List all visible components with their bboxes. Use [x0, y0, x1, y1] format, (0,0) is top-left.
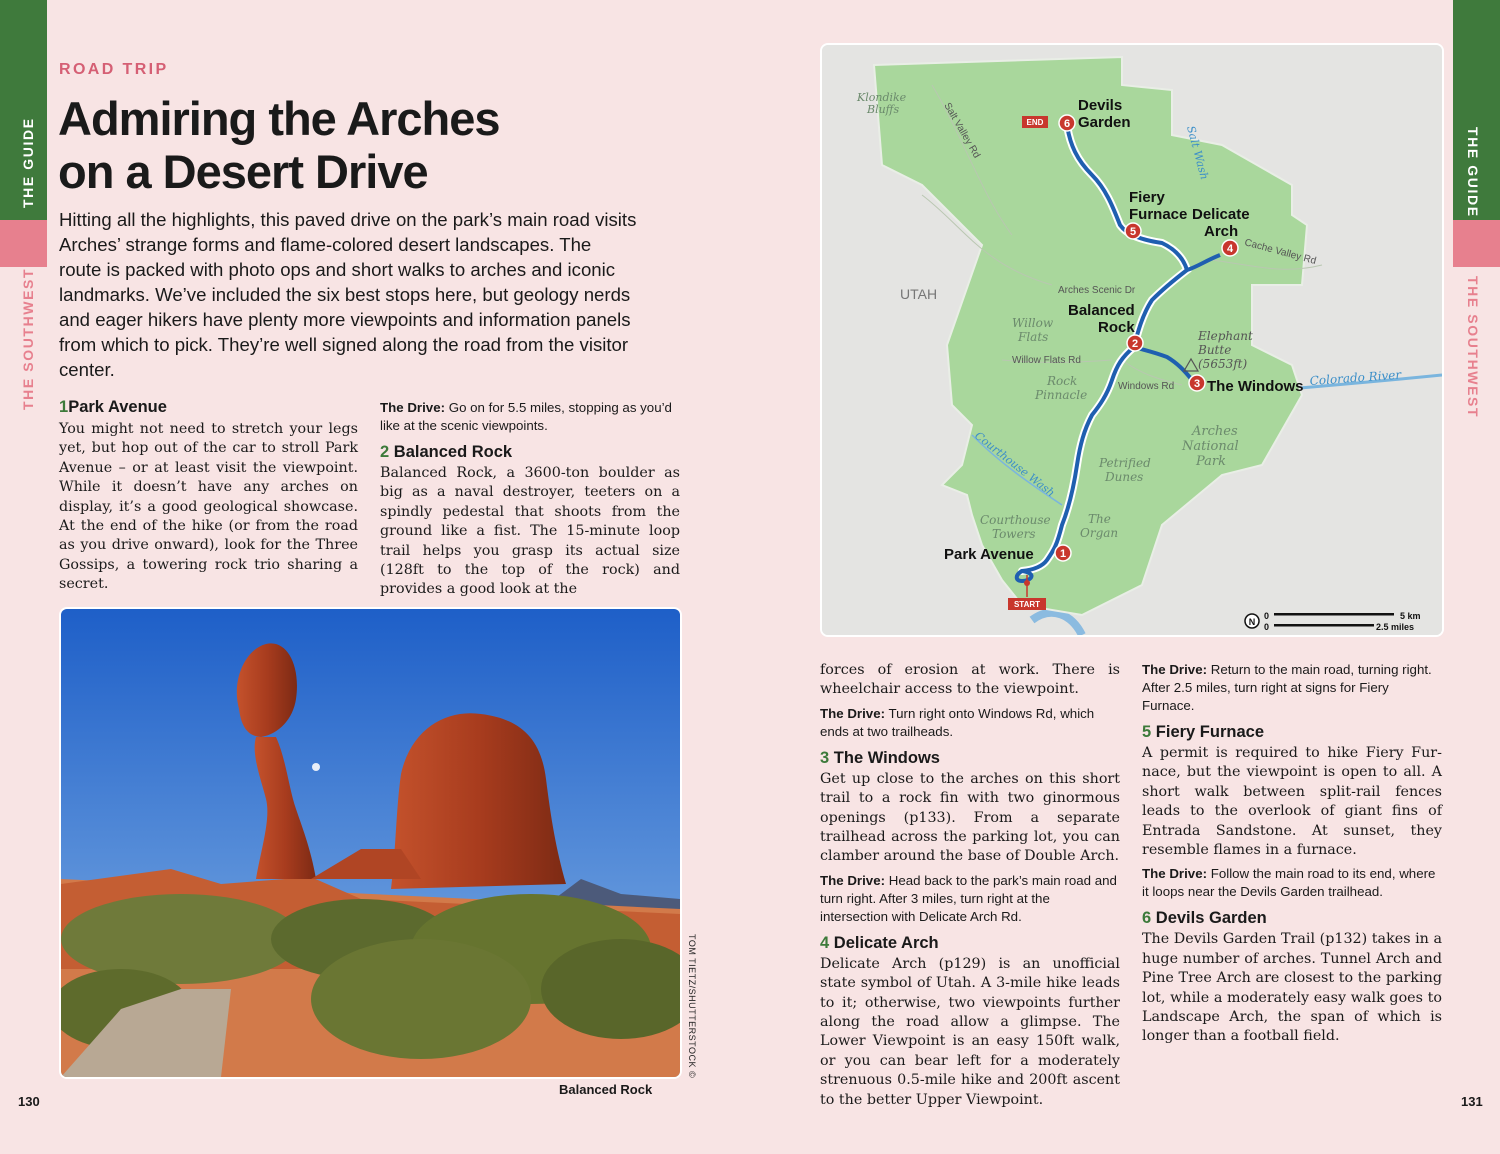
map-marker-4-label: 4 [1226, 243, 1234, 255]
column-4 [1142, 661, 1442, 1047]
map-marker-3-label: 3 [1193, 378, 1201, 390]
photo-credit: TOM TIETZ/SHUTTERSTOCK © [687, 934, 697, 1079]
map-marker-2 [1127, 335, 1143, 351]
intro-line: Arches’ strange forms and flame-colored desert landscapes. The [59, 234, 592, 255]
sidebar-left-guide-label: THE GUIDE [20, 117, 36, 208]
map-label-elephant-1: Elephant [1198, 329, 1253, 343]
column-2 [380, 399, 680, 600]
map-marker-3 [1189, 375, 1205, 391]
stop-6-name: Devils Garden [1155, 909, 1267, 928]
map-label-fiery-2: Furnace [1129, 206, 1188, 223]
scale-mi-label: 2.5 miles [1376, 622, 1415, 632]
page-title [58, 92, 758, 198]
scale-km-label: 5 km [1400, 611, 1421, 621]
map-label-rock-1: Rock [1047, 374, 1078, 388]
map-label-park-2: National [1182, 439, 1239, 454]
map-label-park-1: Arches [1192, 424, 1238, 439]
intro-line: route is packed with photo ops and short walks to arches and iconic [59, 259, 616, 280]
drive-4-label: The Drive: [1142, 662, 1208, 677]
stop-3-heading [820, 748, 1120, 769]
map-label-devils-2: Garden [1078, 114, 1131, 131]
route-map-svg [822, 45, 1442, 635]
intro-line: Hitting all the highlights, this paved drive on the park’s main road visits [59, 209, 637, 230]
drive-4-text: Return to the main road, turning right. After 2.5 miles, turn right at signs for Fiery Furnace. [1142, 662, 1432, 713]
stop-1-number: 1 [59, 398, 69, 416]
map-label-organ-1: The [1088, 512, 1111, 526]
map-label-delicate-1: Delicate [1192, 206, 1250, 223]
sidebar-right-pink [1453, 220, 1500, 267]
sidebar-left-region-label: THE SOUTHWEST [20, 267, 36, 410]
stop-4-number: 4 [820, 933, 830, 952]
map-label-windows: The Windows [1207, 378, 1304, 395]
map-label-willow-1: Willow [1012, 316, 1054, 330]
sidebar-right-region-label: THE SOUTHWEST [1465, 276, 1481, 419]
map-label-willow-2: Flats [1018, 330, 1049, 344]
stop-1-heading [59, 397, 358, 418]
stop-1-name: Park Avenue [68, 398, 167, 416]
map-label-organ-2: Organ [1080, 526, 1119, 540]
map-label-elephant-2: Butte [1198, 343, 1232, 357]
drive-1-label: The Drive: [380, 400, 446, 415]
drive-3-text: Head back to the park’s main road and turn right. After 3 miles, turn right at the intersection with Delicate Arch Rd. [820, 872, 1117, 924]
stop-6-number: 6 [1142, 909, 1152, 928]
stop-1-body: You might not need to stretch your legs yet, but hop out of the car to stroll Park Avenue – or at least visit the viewpoint. While it doesn’t have any arches on display, it’s a good geological showcase. At the end of the hike (or from the road as you drive onward), look for the Three Gossips, a towering rock trio sharing a secret. [59, 421, 358, 593]
scale-zero-km: 0 [1264, 611, 1270, 621]
map-label-devils-1: Devils [1078, 97, 1123, 114]
map-label-courthouse-wash: Courthouse Wash [972, 429, 1058, 500]
route-map [820, 43, 1444, 637]
stop-3-body: Get up close to the arches on this short trail to a rock fin with two ginormous openings (p133). From a separate trailhead across the parking lot, you can clamber around the base of Double Arch. [820, 770, 1120, 865]
map-label-klondike-2: Bluffs [867, 103, 900, 116]
stop-4-name: Delicate Arch [833, 933, 939, 952]
drive-1 [380, 399, 680, 435]
map-label-cache-valley: Cache Valley Rd [1243, 237, 1318, 267]
drive-2 [820, 705, 1120, 741]
map-label-towers-2: Towers [992, 527, 1036, 541]
scale-zero-mi: 0 [1264, 622, 1270, 632]
map-label-windows-rd: Windows Rd [1118, 381, 1175, 392]
stop-2-body: Balanced Rock, a 3600-ton boulder as big as a naval destroyer, teeters on a spindly pedestal that shoots from the ground like a fist. The 15-minute loop trail helps you grasp its actual size (128ft to the top of the rock) and provides a good look at the [380, 465, 680, 598]
map-label-park-3: Park [1196, 454, 1227, 469]
map-marker-2-label: 2 [1131, 338, 1139, 350]
map-marker-5 [1125, 223, 1141, 239]
map-marker-5-label: 5 [1129, 226, 1137, 238]
stop-3-name: The Windows [833, 748, 940, 767]
stop-6-body: The Devils Garden Trail (p132) takes in a huge number of arches. Tunnel Arch and Pine Tree Arch are closest to the parking lot, while a moderately easy walk goes to Landscape Arch, the span of which is longer than a football field. [1142, 931, 1442, 1045]
map-label-delicate-2: Arch [1204, 223, 1239, 240]
drive-1-text: Go on for 5.5 miles, stopping as you’d like at the scenic viewpoints. [380, 400, 672, 433]
stop-1-section [59, 397, 358, 595]
stop-2-heading [380, 442, 680, 463]
stop-5-heading [1142, 722, 1442, 743]
map-label-willow-rd: Willow Flats Rd [1012, 355, 1081, 366]
map-label-utah: UTAH [900, 286, 938, 302]
map-label-scenic-dr: Arches Scenic Dr [1058, 285, 1136, 296]
drive-4 [1142, 661, 1442, 715]
stop-2-body-continued: forces of erosion at work. There is wheelchair access to the viewpoint. [820, 662, 1120, 698]
map-marker-6 [1059, 115, 1075, 131]
intro-line: and eager hikers have plenty more viewpoints and information panels [59, 309, 631, 330]
stop-5-body: A permit is required to hike Fiery Furnace, but the viewpoint is open to all. A short walk between split-rail fences leads to the overlook of giant fins of Entrada Sandstone. At sunset, they resemble flames in a furnace. [1142, 745, 1442, 859]
map-label-colorado: Colorado River [1309, 367, 1402, 388]
drive-5 [1142, 865, 1442, 901]
map-label-balanced-1: Balanced [1068, 302, 1135, 319]
map-marker-4 [1222, 240, 1238, 256]
drive-2-text: Turn right onto Windows Rd, which ends at two trailheads. [820, 705, 1095, 739]
photo-caption: Balanced Rock [559, 1082, 653, 1097]
map-label-klondike-1: Klondike [857, 91, 907, 104]
drive-2-label: The Drive: [820, 705, 886, 721]
page-title-line-2: on a Desert Drive [58, 145, 428, 198]
stop-4-heading [820, 933, 1120, 954]
balanced-rock-photo [59, 607, 682, 1079]
drive-3 [820, 872, 1120, 926]
map-label-elephant-3: (5653ft) [1198, 357, 1248, 371]
page-title-line-1: Admiring the Arches [58, 92, 500, 145]
map-label-park-avenue: Park Avenue [944, 546, 1034, 563]
map-label-salt-wash: Salt Wash [1184, 124, 1211, 182]
stop-4-body: Delicate Arch (p129) is an unofficial state symbol of Utah. A 3-mile hike leads to it; otherwise, two viewpoints further along the road allow a glimpse. The Lower Viewpoint is an easy 150ft walk, or you can bear left for a moderately strenuous 0.5-mile hike and 200ft ascent to the better Upper Viewpoint. [820, 955, 1120, 1108]
stop-5-number: 5 [1142, 723, 1152, 741]
sidebar-right-guide-label: THE GUIDE [1465, 127, 1481, 218]
column-3 [820, 661, 1120, 1110]
map-marker-1 [1055, 545, 1071, 561]
balanced-rock-image [61, 609, 680, 1077]
map-marker-1-label: 1 [1059, 548, 1067, 560]
map-marker-6-label: 6 [1063, 118, 1071, 130]
intro-line: landmarks. We’ve included the six best stops here, but geology nerds [59, 284, 631, 305]
stop-6-heading [1142, 908, 1442, 929]
map-label-petrified-1: Petrified [1099, 456, 1151, 470]
sidebar-left-pink [0, 220, 47, 267]
stop-3-number: 3 [820, 748, 830, 767]
stop-5-name: Fiery Furnace [1155, 723, 1264, 741]
intro-line: center. [59, 359, 115, 380]
map-label-balanced-2: Rock [1098, 319, 1135, 336]
map-label-salt-valley: Salt Valley Rd [941, 101, 982, 161]
drive-5-text: Follow the main road to its end, where it loops near the Devils Garden trailhead. [1142, 866, 1436, 900]
map-label-fiery-1: Fiery [1129, 189, 1165, 206]
map-label-petrified-2: Dunes [1105, 470, 1144, 484]
map-label-towers-1: Courthouse [980, 513, 1051, 527]
page-number-right: 131 [1461, 1094, 1483, 1109]
north-arrow-label: N [1248, 617, 1256, 627]
intro-line: from which to pick. They’re well signed along the road from the visitor [59, 334, 629, 355]
end-tag-label: END [1026, 118, 1044, 127]
map-label-rock-2: Pinnacle [1035, 388, 1088, 402]
drive-3-label: The Drive: [820, 872, 886, 888]
drive-5-label: The Drive: [1142, 866, 1208, 882]
page-number-left: 130 [18, 1094, 40, 1109]
stop-2-number: 2 [380, 443, 390, 461]
stop-2-name: Balanced Rock [393, 443, 513, 461]
start-tag-label: START [1013, 600, 1041, 609]
intro-paragraph [59, 207, 699, 382]
kicker: ROAD TRIP [59, 61, 169, 78]
